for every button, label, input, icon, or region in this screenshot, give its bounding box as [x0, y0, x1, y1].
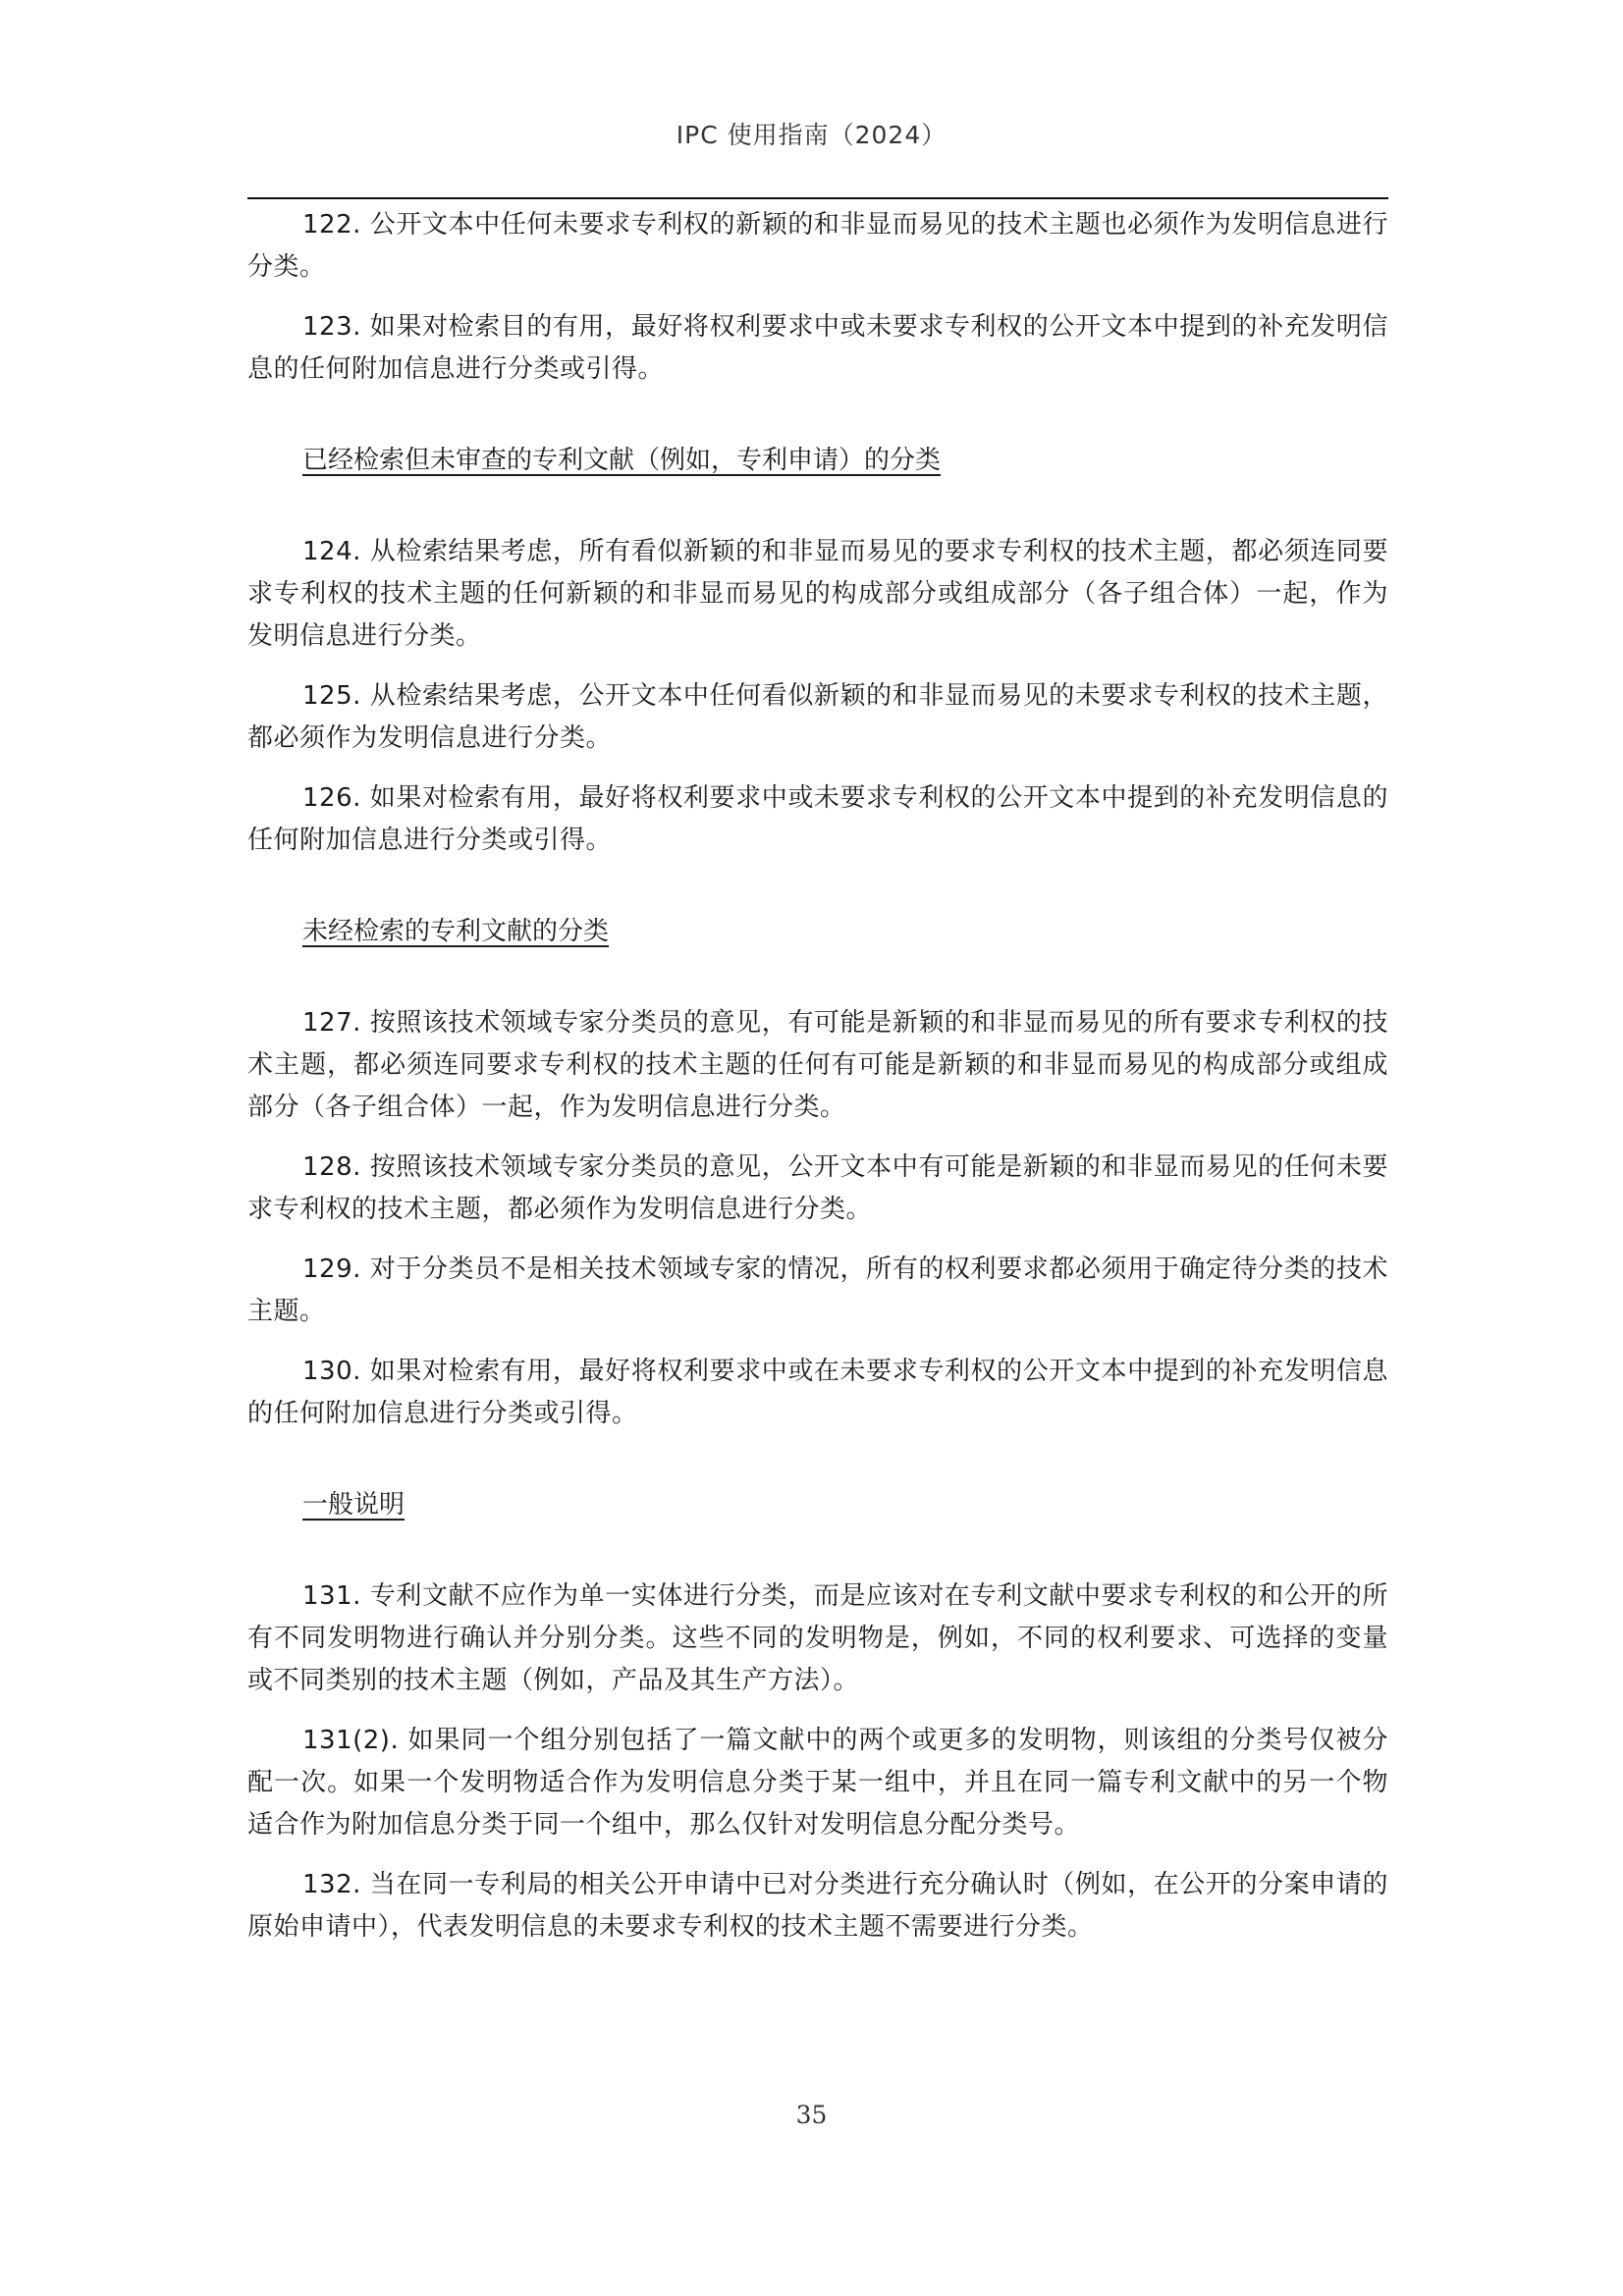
- paragraph-number: 125.: [302, 681, 361, 711]
- paragraph-text: 如果对检索目的有用，最好将权利要求中或未要求专利权的公开文本中提到的补充发明信息的任何附加信息进行分类或引得。: [247, 312, 1388, 384]
- paragraph-131: [247, 1575, 1388, 1702]
- running-header: IPC 使用指南（2024）: [676, 121, 947, 149]
- paragraph-text: 专利文献不应作为单一实体进行分类，而是应该对在专利文献中要求专利权的和公开的所有不同发明物进行确认并分别分类。这些不同的发明物是，例如，不同的权利要求、可选择的变量或不同类别的技术主题（例如，产品及其生产方法）。: [247, 1581, 1388, 1695]
- paragraph-131-2: [247, 1720, 1388, 1846]
- paragraph-text: 从检索结果考虑，公开文本中任何看似新颖的和非显而易见的未要求专利权的技术主题，都必须作为发明信息进行分类。: [247, 681, 1388, 753]
- paragraph-126: [247, 777, 1388, 862]
- paragraph-text: 如果同一个组分别包括了一篇文献中的两个或更多的发明物，则该组的分类号仅被分配一次。如果一个发明物适合作为发明信息分类于某一组中，并且在同一篇专利文献中的另一个物适合作为附加信息分类于同一个组中，那么仅针对发明信息分配分类号。: [247, 1726, 1388, 1840]
- paragraph-text: 如果对检索有用，最好将权利要求中或在未要求专利权的公开文本中提到的补充发明信息的任何附加信息进行分类或引得。: [247, 1357, 1388, 1428]
- paragraph-130: [247, 1351, 1388, 1435]
- section-heading-unsearched: 未经检索的专利文献的分类: [302, 917, 610, 946]
- paragraph-number: 130.: [302, 1357, 361, 1386]
- paragraph-122: [247, 204, 1388, 289]
- paragraph-123: [247, 306, 1388, 391]
- paragraph-number: 131(2).: [302, 1726, 400, 1755]
- paragraph-text: 公开文本中任何未要求专利权的新颖的和非显而易见的技术主题也必须作为发明信息进行分类。: [247, 210, 1388, 282]
- paragraph-124: [247, 531, 1388, 658]
- paragraph-number: 131.: [302, 1581, 361, 1611]
- section-heading-general-notes: 一般说明: [302, 1490, 406, 1520]
- paragraph-text: 按照该技术领域专家分类员的意见，公开文本中有可能是新颖的和非显而易见的任何未要求专利权的技术主题，都必须作为发明信息进行分类。: [247, 1152, 1388, 1224]
- paragraph-number: 124.: [302, 537, 361, 566]
- page-body: [247, 204, 1388, 1966]
- paragraph-text: 从检索结果考虑，所有看似新颖的和非显而易见的要求专利权的技术主题，都必须连同要求专利权的技术主题的任何新颖的和非显而易见的构成部分或组成部分（各子组合体）一起，作为发明信息进行分类。: [247, 537, 1388, 651]
- paragraph-number: 129.: [302, 1255, 361, 1284]
- paragraph-number: 122.: [302, 210, 361, 240]
- paragraph-text: 对于分类员不是相关技术领域专家的情况，所有的权利要求都必须用于确定待分类的技术主题。: [247, 1255, 1388, 1326]
- paragraph-number: 123.: [302, 312, 361, 342]
- paragraph-number: 128.: [302, 1152, 361, 1182]
- paragraph-number: 126.: [302, 783, 361, 813]
- paragraph-number: 127.: [302, 1008, 361, 1038]
- paragraph-number: 132.: [302, 1870, 361, 1899]
- header-divider: [247, 197, 1388, 199]
- page-number: 35: [795, 2101, 828, 2129]
- paragraph-125: [247, 675, 1388, 760]
- paragraph-text: 如果对检索有用，最好将权利要求中或未要求专利权的公开文本中提到的补充发明信息的任何附加信息进行分类或引得。: [247, 783, 1388, 855]
- paragraph-128: [247, 1147, 1388, 1231]
- paragraph-text: 当在同一专利局的相关公开申请中已对分类进行充分确认时（例如，在公开的分案申请的原始申请中），代表发明信息的未要求专利权的技术主题不需要进行分类。: [247, 1870, 1388, 1942]
- paragraph-132: [247, 1864, 1388, 1949]
- paragraph-129: [247, 1249, 1388, 1333]
- paragraph-text: 按照该技术领域专家分类员的意见，有可能是新颖的和非显而易见的所有要求专利权的技术主题，都必须连同要求专利权的技术主题的任何有可能是新颖的和非显而易见的构成部分或组成部分（各子组合体）一起，作为发明信息进行分类。: [247, 1008, 1388, 1122]
- section-heading-searched-unexamined: 已经检索但未审查的专利文献（例如，专利申请）的分类: [302, 446, 942, 475]
- paragraph-127: [247, 1002, 1388, 1129]
